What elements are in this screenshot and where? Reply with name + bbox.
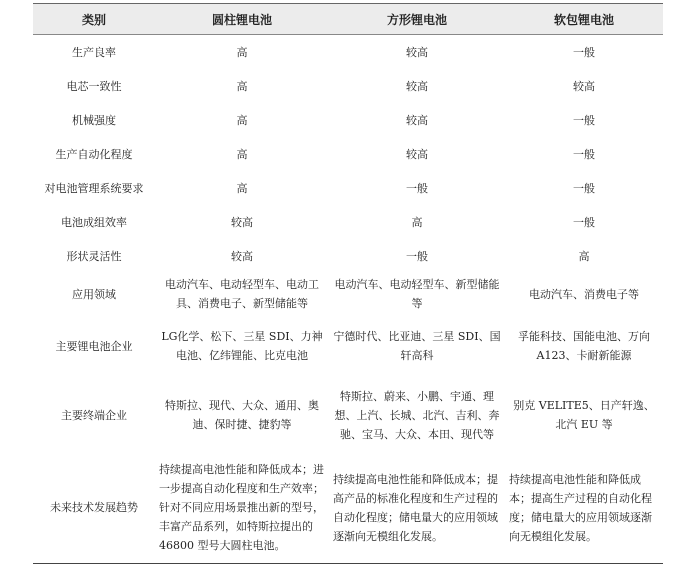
cell-prismatic: 一般 xyxy=(406,249,428,263)
row-label: 生产良率 xyxy=(72,45,116,59)
cell-prismatic: 较高 xyxy=(406,45,428,59)
row-label: 主要锂电池企业 xyxy=(55,339,133,353)
cell-pouch: 高 xyxy=(578,249,590,263)
cell-pouch: 孚能科技、国能电池、万向 A123、卡耐新能源 xyxy=(518,330,650,362)
header-category: 类别 xyxy=(33,4,155,35)
cell-prismatic: 高 xyxy=(411,215,423,229)
cell-cylindrical: 持续提高电池性能和降低成本；进一步提高自动化程度和生产效率；针对不同应用场景推出新的型号，丰富产品系列，如特斯拉提出的 46800 型号大圆柱电池。 xyxy=(155,453,329,563)
cell-prismatic: 电动汽车、电动轻型车、新型储能等 xyxy=(334,278,500,310)
header-cylindrical: 圆柱锂电池 xyxy=(155,4,329,35)
cell-pouch: 一般 xyxy=(573,181,595,195)
cell-cylindrical: 高 xyxy=(236,79,248,93)
cell-pouch: 一般 xyxy=(573,147,595,161)
row-label: 应用领域 xyxy=(72,287,116,301)
cell-pouch: 持续提高电池性能和降低成本；提高生产过程的自动化程度；储电量大的应用领域逐渐向无模组化发展。 xyxy=(505,453,663,563)
cell-cylindrical: 电动汽车、电动轻型车、电动工具、消费电子、新型储能等 xyxy=(165,278,319,310)
table-row xyxy=(33,137,663,171)
row-label: 对电池管理系统要求 xyxy=(44,181,144,195)
cell-cylindrical: 较高 xyxy=(231,215,253,229)
row-label: 电芯一致性 xyxy=(66,79,122,93)
row-label: 生产自动化程度 xyxy=(55,147,133,161)
cell-pouch: 电动汽车、消费电子等 xyxy=(529,287,639,301)
header-prismatic: 方形锂电池 xyxy=(329,4,505,35)
cell-cylindrical: LG化学、松下、三星 SDI、力神电池、亿纬锂能、比克电池 xyxy=(161,330,323,362)
table-row xyxy=(33,377,663,453)
cell-cylindrical: 特斯拉、现代、大众、通用、奥迪、保时捷、捷豹等 xyxy=(165,399,319,431)
cell-cylindrical: 高 xyxy=(236,147,248,161)
row-label: 机械强度 xyxy=(72,113,116,127)
table-row xyxy=(33,35,663,70)
table-row xyxy=(33,453,663,563)
cell-pouch: 较高 xyxy=(573,79,595,93)
cell-pouch: 一般 xyxy=(573,215,595,229)
comparison-table xyxy=(33,3,663,564)
cell-prismatic: 较高 xyxy=(406,147,428,161)
cell-cylindrical: 高 xyxy=(236,113,248,127)
table-row xyxy=(33,103,663,137)
table-row xyxy=(33,69,663,103)
cell-pouch: 别克 VELITE5、日产轩逸、北汽 EU 等 xyxy=(513,399,655,431)
table-row xyxy=(33,315,663,377)
cell-cylindrical: 高 xyxy=(236,45,248,59)
cell-cylindrical: 高 xyxy=(236,181,248,195)
row-label: 未来技术发展趋势 xyxy=(33,453,155,563)
table-row xyxy=(33,171,663,205)
row-label: 主要终端企业 xyxy=(61,408,127,422)
cell-prismatic: 较高 xyxy=(406,79,428,93)
cell-cylindrical: 较高 xyxy=(231,249,253,263)
table-row xyxy=(33,273,663,315)
cell-prismatic: 较高 xyxy=(406,113,428,127)
cell-prismatic: 特斯拉、蔚来、小鹏、宇通、理想、上汽、长城、北汽、吉利、奔驰、宝马、大众、本田、现代等 xyxy=(334,389,500,441)
row-label: 形状灵活性 xyxy=(66,249,122,263)
row-label: 电池成组效率 xyxy=(61,215,127,229)
cell-prismatic: 一般 xyxy=(406,181,428,195)
cell-prismatic: 持续提高电池性能和降低成本；提高产品的标准化程度和生产过程的自动化程度；储电量大的应用领域逐渐向无模组化发展。 xyxy=(329,453,505,563)
header-pouch: 软包锂电池 xyxy=(505,4,663,35)
header-row xyxy=(33,4,663,35)
cell-pouch: 一般 xyxy=(573,45,595,59)
table-row xyxy=(33,239,663,273)
cell-prismatic: 宁德时代、比亚迪、三星 SDI、国轩高科 xyxy=(333,330,501,362)
table-row xyxy=(33,205,663,239)
cell-pouch: 一般 xyxy=(573,113,595,127)
